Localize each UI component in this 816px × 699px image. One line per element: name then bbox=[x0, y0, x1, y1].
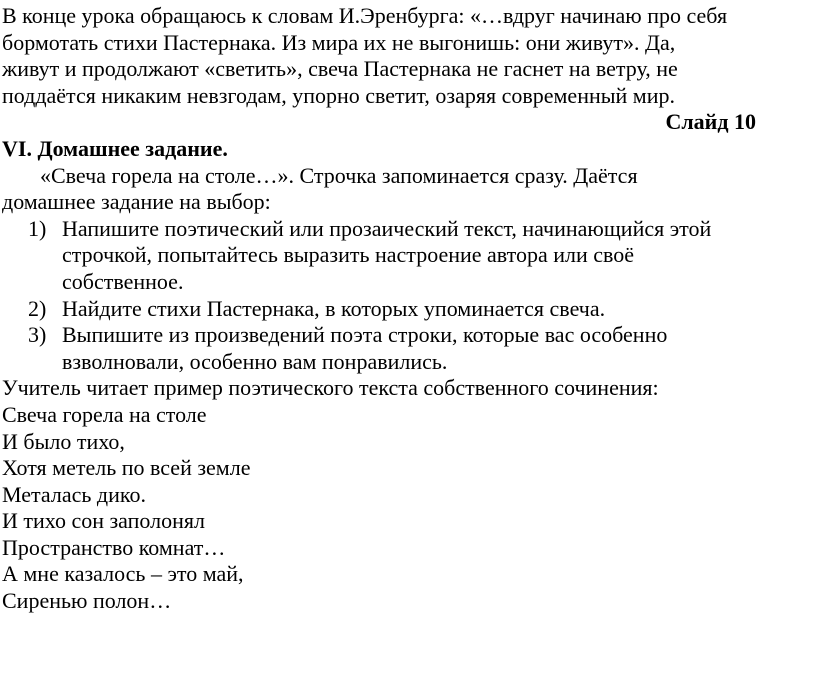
document-page bbox=[2, 3, 812, 615]
section-heading: VI. Домашнее задание. bbox=[2, 135, 228, 161]
list-item-number: 1) bbox=[28, 215, 47, 241]
homework-intro-paragraph bbox=[2, 163, 812, 216]
homework-intro-line: «Свеча горела на столе…». Строчка запоминается сразу. Даётся bbox=[40, 162, 638, 188]
intro-line: В конце урока обращаюсь к словам И.Эренбурга: «…вдруг начинаю про себя bbox=[2, 3, 728, 28]
poem-line: И тихо сон заполонял bbox=[2, 508, 205, 534]
list-item-number: 3) bbox=[28, 322, 47, 348]
list-item-line: Напишите поэтический или прозаический текст, начинающийся этой bbox=[62, 215, 712, 241]
poem bbox=[2, 402, 812, 615]
intro-line: поддаётся никаким невзгодам, упорно светит, озаряя современный мир. bbox=[2, 82, 675, 108]
list-item-line: Найдите стихи Пастернака, в которых упоминается свеча. bbox=[62, 295, 606, 321]
list-item-line: Выпишите из произведений поэта строки, которые вас особенно bbox=[62, 322, 668, 348]
poem-line: А мне казалось – это май, bbox=[2, 561, 244, 587]
list-item bbox=[2, 296, 812, 323]
homework-intro-line: домашнее задание на выбор: bbox=[2, 189, 271, 215]
poem-line: Хотя метель по всей земле bbox=[2, 455, 251, 481]
poem-line: Металась дико. bbox=[2, 481, 146, 507]
list-item-line: собственное. bbox=[62, 268, 184, 294]
poem-line: Пространство комнат… bbox=[2, 534, 226, 560]
poem-line: Сиренью полон… bbox=[2, 588, 172, 614]
intro-line: бормотать стихи Пастернака. Из мира их не выгонишь: они живут». Да, bbox=[2, 29, 676, 55]
teacher-intro: Учитель читает пример поэтического текста собственного сочинения: bbox=[2, 375, 659, 401]
list-item-line: взволновали, особенно вам понравились. bbox=[62, 348, 448, 374]
list-item-line: строчкой, попытайтесь выразить настроение автора или своё bbox=[62, 242, 635, 268]
list-item bbox=[2, 322, 812, 375]
poem-line: Свеча горела на столе bbox=[2, 401, 207, 427]
poem-line: И было тихо, bbox=[2, 428, 125, 454]
list-item-number: 2) bbox=[28, 295, 47, 321]
task-list bbox=[2, 216, 812, 376]
list-item bbox=[2, 216, 812, 296]
intro-line: живут и продолжают «светить», свеча Пастернака не гаснет на ветру, не bbox=[2, 56, 678, 82]
slide-label: Слайд 10 bbox=[665, 109, 756, 135]
intro-paragraph bbox=[2, 3, 812, 109]
